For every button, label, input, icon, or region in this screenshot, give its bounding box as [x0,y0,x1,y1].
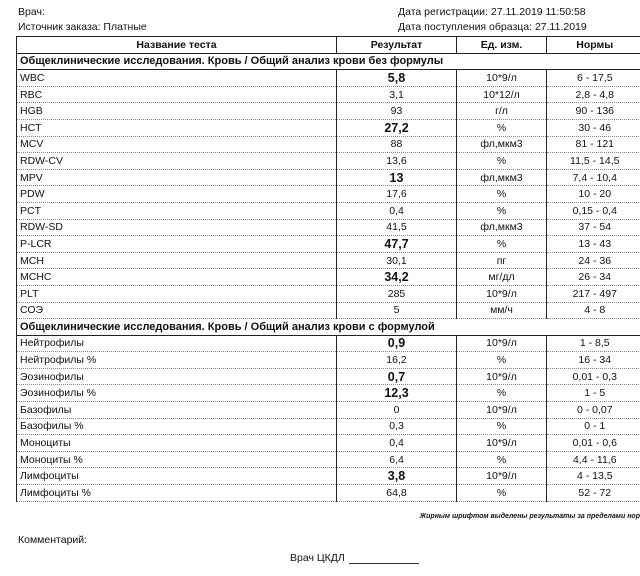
sample-date: Дата поступления образца: 27.11.2019 [398,21,587,33]
norm-range: 0,15 - 0,4 [547,202,640,219]
test-name: Нейтрофилы [17,335,337,352]
result-value: 16,2 [337,352,457,369]
norm-range: 6 - 17,5 [547,70,640,87]
result-value: 285 [337,285,457,302]
col-result: Результат [337,37,457,54]
norm-range: 16 - 34 [547,352,640,369]
result-value: 12,3 [337,385,457,402]
norm-range: 26 - 34 [547,269,640,286]
test-name: Лимфоциты [17,468,337,485]
result-value: 88 [337,136,457,153]
table-row [17,202,640,219]
test-name: HCT [17,119,337,136]
result-value: 13,6 [337,153,457,170]
col-unit: Ед. изм. [457,37,547,54]
test-name: Нейтрофилы % [17,352,337,369]
result-value: 34,2 [337,269,457,286]
unit-value: 10*9/л [457,70,547,87]
unit-value: мг/дл [457,269,547,286]
test-name: PCT [17,202,337,219]
unit-value: % [457,352,547,369]
norm-range: 13 - 43 [547,236,640,253]
table-row [17,485,640,502]
result-value: 5 [337,302,457,319]
unit-value: фл,мкм3 [457,169,547,186]
unit-value: 10*9/л [457,435,547,452]
norm-range: 90 - 136 [547,103,640,120]
table-body [17,53,640,501]
result-value: 93 [337,103,457,120]
table-row [17,70,640,87]
test-name: Лимфоциты % [17,485,337,502]
unit-value: % [457,385,547,402]
test-name: Базофилы [17,402,337,419]
table-row [17,402,640,419]
norm-range: 52 - 72 [547,485,640,502]
result-value: 5,8 [337,70,457,87]
signature-label: Врач ЦКДЛ [290,552,345,564]
norm-range: 1 - 5 [547,385,640,402]
result-value: 0 [337,402,457,419]
result-value: 17,6 [337,186,457,203]
norm-range: 0,01 - 0,6 [547,435,640,452]
unit-value: г/л [457,103,547,120]
norm-range: 1 - 8,5 [547,335,640,352]
unit-value: мм/ч [457,302,547,319]
table-row [17,153,640,170]
table-row [17,169,640,186]
unit-value: % [457,236,547,253]
unit-value: % [457,485,547,502]
unit-value: фл,мкм3 [457,136,547,153]
result-value: 13 [337,169,457,186]
norm-range: 24 - 36 [547,252,640,269]
header-row-1 [18,5,630,19]
test-name: Базофилы % [17,418,337,435]
table-header [17,37,640,54]
test-name: RDW-CV [17,153,337,170]
doctor-label: Врач: [18,6,45,18]
table-row [17,368,640,385]
test-name: WBC [17,70,337,87]
unit-value: % [457,153,547,170]
norm-range: 11,5 - 14,5 [547,153,640,170]
bold-footnote: Жирным шрифтом выделены результаты за пределами нор [419,513,640,520]
test-name: PDW [17,186,337,203]
norm-range: 4 - 8 [547,302,640,319]
table-row [17,468,640,485]
unit-value: % [457,186,547,203]
unit-value: % [457,418,547,435]
test-name: Эозинофилы % [17,385,337,402]
test-name: Моноциты [17,435,337,452]
test-name: RBC [17,86,337,103]
table-row [17,418,640,435]
test-name: MPV [17,169,337,186]
result-value: 0,4 [337,435,457,452]
test-name: MCH [17,252,337,269]
table-row [17,136,640,153]
section-title: Общеклинические исследования. Кровь / Общий анализ крови без формулы [17,53,640,70]
norm-range: 0,01 - 0,3 [547,368,640,385]
col-test-name: Название теста [17,37,337,54]
table-row [17,219,640,236]
result-value: 27,2 [337,119,457,136]
section-header [17,319,640,336]
unit-value: % [457,202,547,219]
test-name: MCV [17,136,337,153]
table-row [17,451,640,468]
test-name: PLT [17,285,337,302]
norm-range: 7,4 - 10,4 [547,169,640,186]
comment-label: Комментарий: [18,534,88,546]
table-row [17,269,640,286]
table-row [17,335,640,352]
result-value: 6,4 [337,451,457,468]
header-row-2 [18,20,630,34]
norm-range: 30 - 46 [547,119,640,136]
test-name: СОЭ [17,302,337,319]
norm-range: 4 - 13,5 [547,468,640,485]
unit-value: % [457,119,547,136]
table-row [17,86,640,103]
result-value: 0,7 [337,368,457,385]
table-row [17,285,640,302]
norm-range: 10 - 20 [547,186,640,203]
unit-value: 10*9/л [457,335,547,352]
result-value: 3,1 [337,86,457,103]
order-source: Источник заказа: Платные [18,21,147,33]
norm-range: 37 - 54 [547,219,640,236]
test-name: P-LCR [17,236,337,253]
test-name: MCHC [17,269,337,286]
table-row [17,186,640,203]
table-row [17,385,640,402]
result-value: 47,7 [337,236,457,253]
unit-value: пг [457,252,547,269]
result-value: 0,4 [337,202,457,219]
signature-underline [349,563,419,564]
norm-range: 0 - 1 [547,418,640,435]
table-row [17,302,640,319]
section-title: Общеклинические исследования. Кровь / Общий анализ крови с формулой [17,319,640,336]
table-row [17,236,640,253]
table-row [17,435,640,452]
unit-value: 10*9/л [457,285,547,302]
results-table [16,36,640,502]
table-row [17,103,640,120]
signature-line [290,552,419,564]
result-value: 30,1 [337,252,457,269]
test-name: RDW-SD [17,219,337,236]
registration-date: Дата регистрации: 27.11.2019 11:50:58 [398,6,586,18]
result-value: 0,3 [337,418,457,435]
unit-value: % [457,451,547,468]
unit-value: 10*12/л [457,86,547,103]
unit-value: фл,мкм3 [457,219,547,236]
table-row [17,252,640,269]
section-header [17,53,640,70]
norm-range: 2,8 - 4,8 [547,86,640,103]
unit-value: 10*9/л [457,402,547,419]
col-norm: Нормы [547,37,640,54]
result-value: 3,8 [337,468,457,485]
test-name: HGB [17,103,337,120]
result-value: 0,9 [337,335,457,352]
norm-range: 217 - 497 [547,285,640,302]
unit-value: 10*9/л [457,468,547,485]
norm-range: 4,4 - 11,6 [547,451,640,468]
result-value: 64,8 [337,485,457,502]
norm-range: 81 - 121 [547,136,640,153]
norm-range: 0 - 0,07 [547,402,640,419]
result-value: 41,5 [337,219,457,236]
test-name: Эозинофилы [17,368,337,385]
unit-value: 10*9/л [457,368,547,385]
test-name: Моноциты % [17,451,337,468]
table-row [17,352,640,369]
table-row [17,119,640,136]
